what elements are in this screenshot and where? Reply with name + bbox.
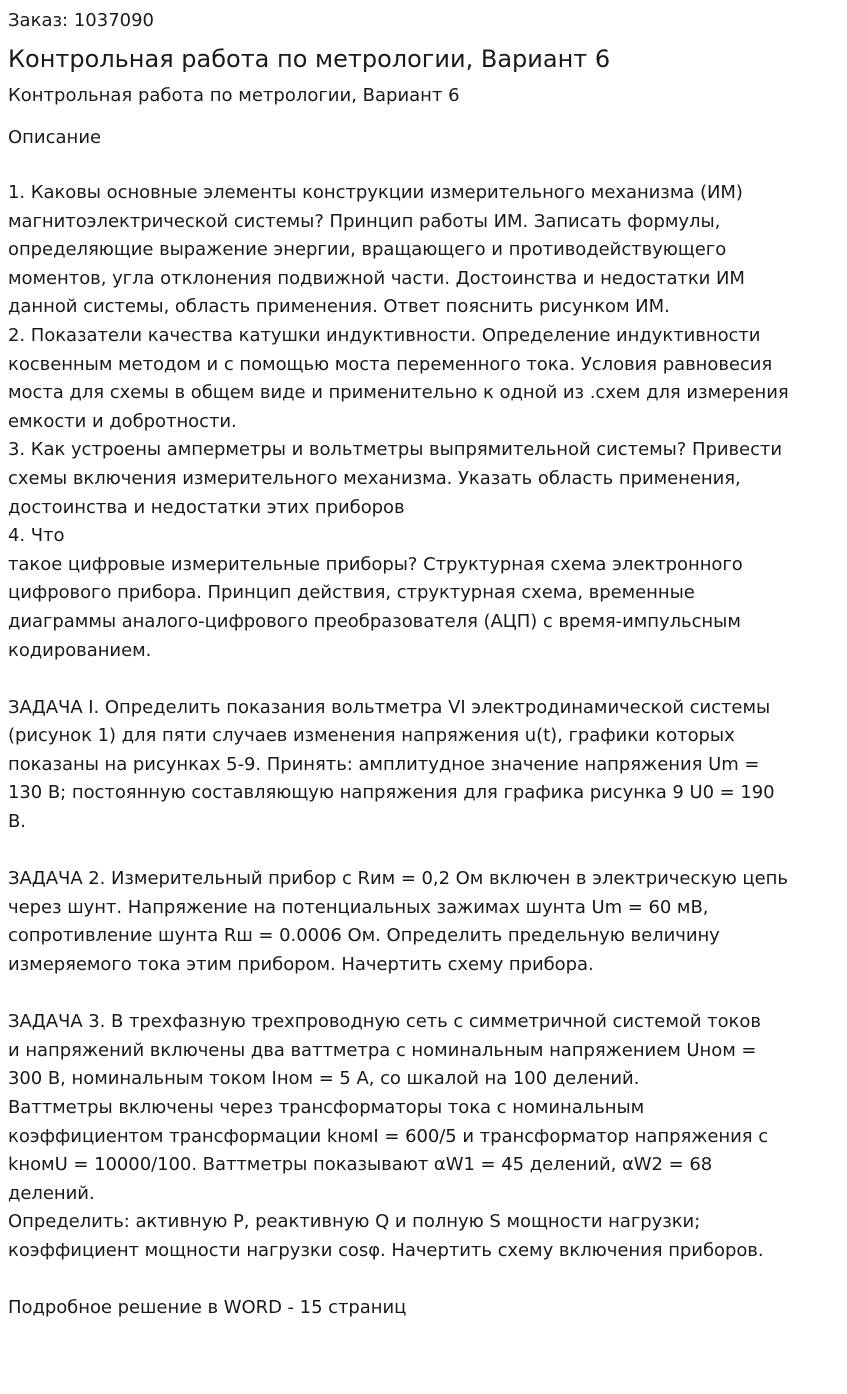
- page-title: Контрольная работа по метрологии, Вариант 6: [8, 45, 611, 73]
- spacer: [8, 1266, 839, 1295]
- task-1: ЗАДАЧА I. Определить показания вольтметра VI электродинамической системы (рисунок 1) для пяти случаев изменения напряжения u(t), графики которых показаны на рисунках 5-9. Принять: амплитудное значение напряжения Um = 130 В; постоянную составляющую напряжения для графика рисунка 9 U0 = 190 В.: [8, 696, 775, 833]
- spacer: [8, 980, 839, 1009]
- page-subtitle: Контрольная работа по метрологии, Вариант 6: [8, 85, 460, 106]
- task-2: ЗАДАЧА 2. Измерительный прибор с Rим = 0,2 Ом включен в электрическую цепь через шунт. Напряжение на потенциальных зажимах шунта Um = 60 мВ, сопротивление шунта Rш = 0.0006 Ом. Определить предельную величину измеряемого тока этим прибором. Начертить схему прибора.: [8, 868, 788, 976]
- task-3: ЗАДАЧА 3. В трехфазную трехпроводную сеть с симметричной системой токов и напряжений включены два ваттметра с номинальным напряжением Uном = 300 В, номинальным током Iном = 5 А, со шкалой на 100 делений. Ваттметры включены через трансформаторы тока с номинальным коэффициентом трансформации kномI = 600/5 и трансформатор напряжения с kномU = 10000/100. Ваттметры показывают αW1 = 45 делений, αW2 = 68 делений. Определить: активную P, реактивную Q и полную S мощности нагрузки; коэффициент мощности нагрузки cosφ. Начертить схему включения приборов.: [8, 1011, 769, 1261]
- spacer: [8, 665, 839, 694]
- description-label: Описание: [8, 127, 102, 148]
- footer-note: Подробное решение в WORD - 15 страниц: [8, 1297, 407, 1319]
- question-2: 2. Показатели качества катушки индуктивности. Определение индуктивности косвенным методом и с помощью моста переменного тока. Условия равновесия моста для схемы в общем виде и применительно к одной из .схем для измерения емкости и добротности.: [8, 324, 789, 432]
- order-label: Заказ:: [8, 10, 69, 31]
- order-line: [8, 8, 839, 34]
- question-1: 1. Каковы основные элементы конструкции измерительного механизма (ИМ) магнитоэлектрической системы? Принцип работы ИМ. Записать формулы, определяющие выражение энергии, вращающего и противодействующего моментов, угла отклонения подвижной части. Достоинства и недостатки ИМ данной системы, область применения. Ответ пояснить рисунком ИМ.: [8, 182, 745, 318]
- question-4: 4. Что такое цифровые измерительные приборы? Структурная схема электронного цифрового прибора. Принцип действия, структурная схема, временные диаграммы аналого-цифрового преобразователя (АЦП) с время-импульсным кодированием.: [8, 525, 743, 661]
- question-3: 3. Как устроены амперметры и вольтметры выпрямительной системы? Привести схемы включения измерительного механизма. Указать область применения, достоинства и недостатки этих приборов: [8, 439, 782, 518]
- spacer: [8, 837, 839, 866]
- description-body: [8, 179, 839, 1323]
- order-number: 1037090: [73, 10, 155, 31]
